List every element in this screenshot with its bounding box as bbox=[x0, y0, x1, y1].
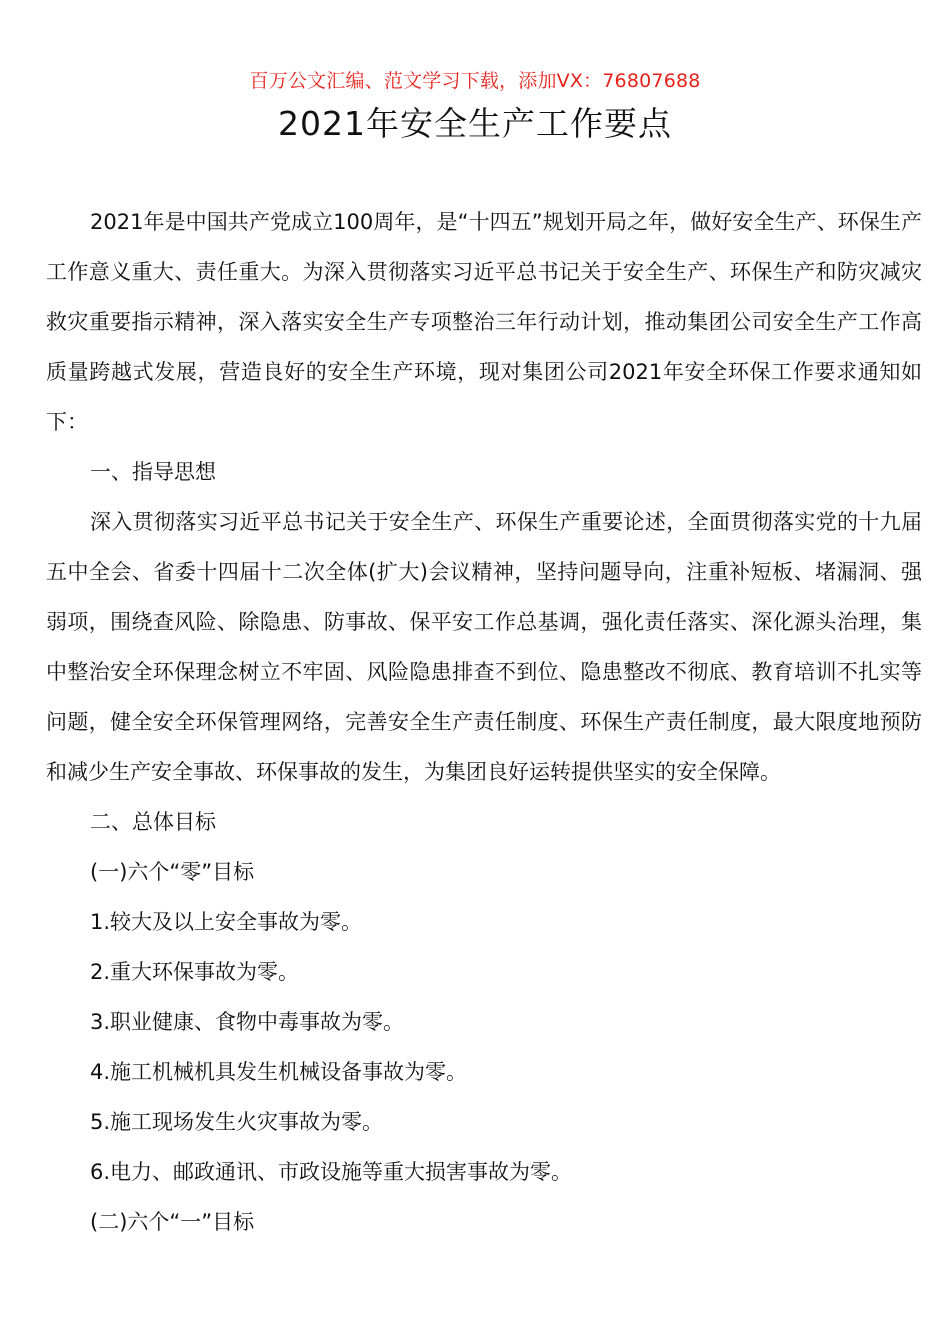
list-item: 2.重大环保事故为零。 bbox=[90, 960, 300, 984]
page-title: 2021年安全生产工作要点 bbox=[278, 104, 672, 143]
intro-paragraph: 2021年是中国共产党成立100周年，是“十四五”规划开局之年，做好安全生产、环保生产工作意义重大、责任重大。为深入贯彻落实习近平总书记关于安全生产、环保生产和防灾减灾救灾重要指示精神，深入落实安全生产专项整治三年行动计划，推动集团公司安全生产工作高质量跨越式发展，营造良好的安全生产环境，现对集团公司2021年安全环保工作要求通知如下： bbox=[46, 210, 922, 434]
section-heading-guiding-ideology: 一、指导思想 bbox=[90, 460, 216, 484]
watermark-banner: 百万公文汇编、范文学习下载，添加VX：76807688 bbox=[249, 70, 701, 92]
list-item: 6.电力、邮政通讯、市政设施等重大损害事故为零。 bbox=[90, 1160, 573, 1184]
list-item: 5.施工现场发生火灾事故为零。 bbox=[90, 1110, 384, 1134]
list-item: 4.施工机械机具发生机械设备事故为零。 bbox=[90, 1060, 468, 1084]
section-heading-overall-goals: 二、总体目标 bbox=[90, 810, 216, 834]
subsection-heading-six-zero: (一)六个“零”目标 bbox=[90, 860, 255, 884]
subsection-heading-six-one: (二)六个“一”目标 bbox=[90, 1210, 255, 1234]
document-body bbox=[46, 197, 922, 1247]
list-item: 3.职业健康、食物中毒事故为零。 bbox=[90, 1010, 405, 1034]
list-item: 1.较大及以上安全事故为零。 bbox=[90, 910, 363, 934]
guiding-ideology-paragraph: 深入贯彻落实习近平总书记关于安全生产、环保生产重要论述，全面贯彻落实党的十九届五中全会、省委十四届十二次全体(扩大)会议精神，坚持问题导向，注重补短板、堵漏洞、强弱项，围绕查风险、除隐患、防事故、保平安工作总基调，强化责任落实、深化源头治理，集中整治安全环保理念树立不牢固、风险隐患排查不到位、隐患整改不彻底、教育培训不扎实等问题，健全安全环保管理网络，完善安全生产责任制度、环保生产责任制度，最大限度地预防和减少生产安全事故、环保事故的发生，为集团良好运转提供坚实的安全保障。 bbox=[46, 510, 922, 784]
